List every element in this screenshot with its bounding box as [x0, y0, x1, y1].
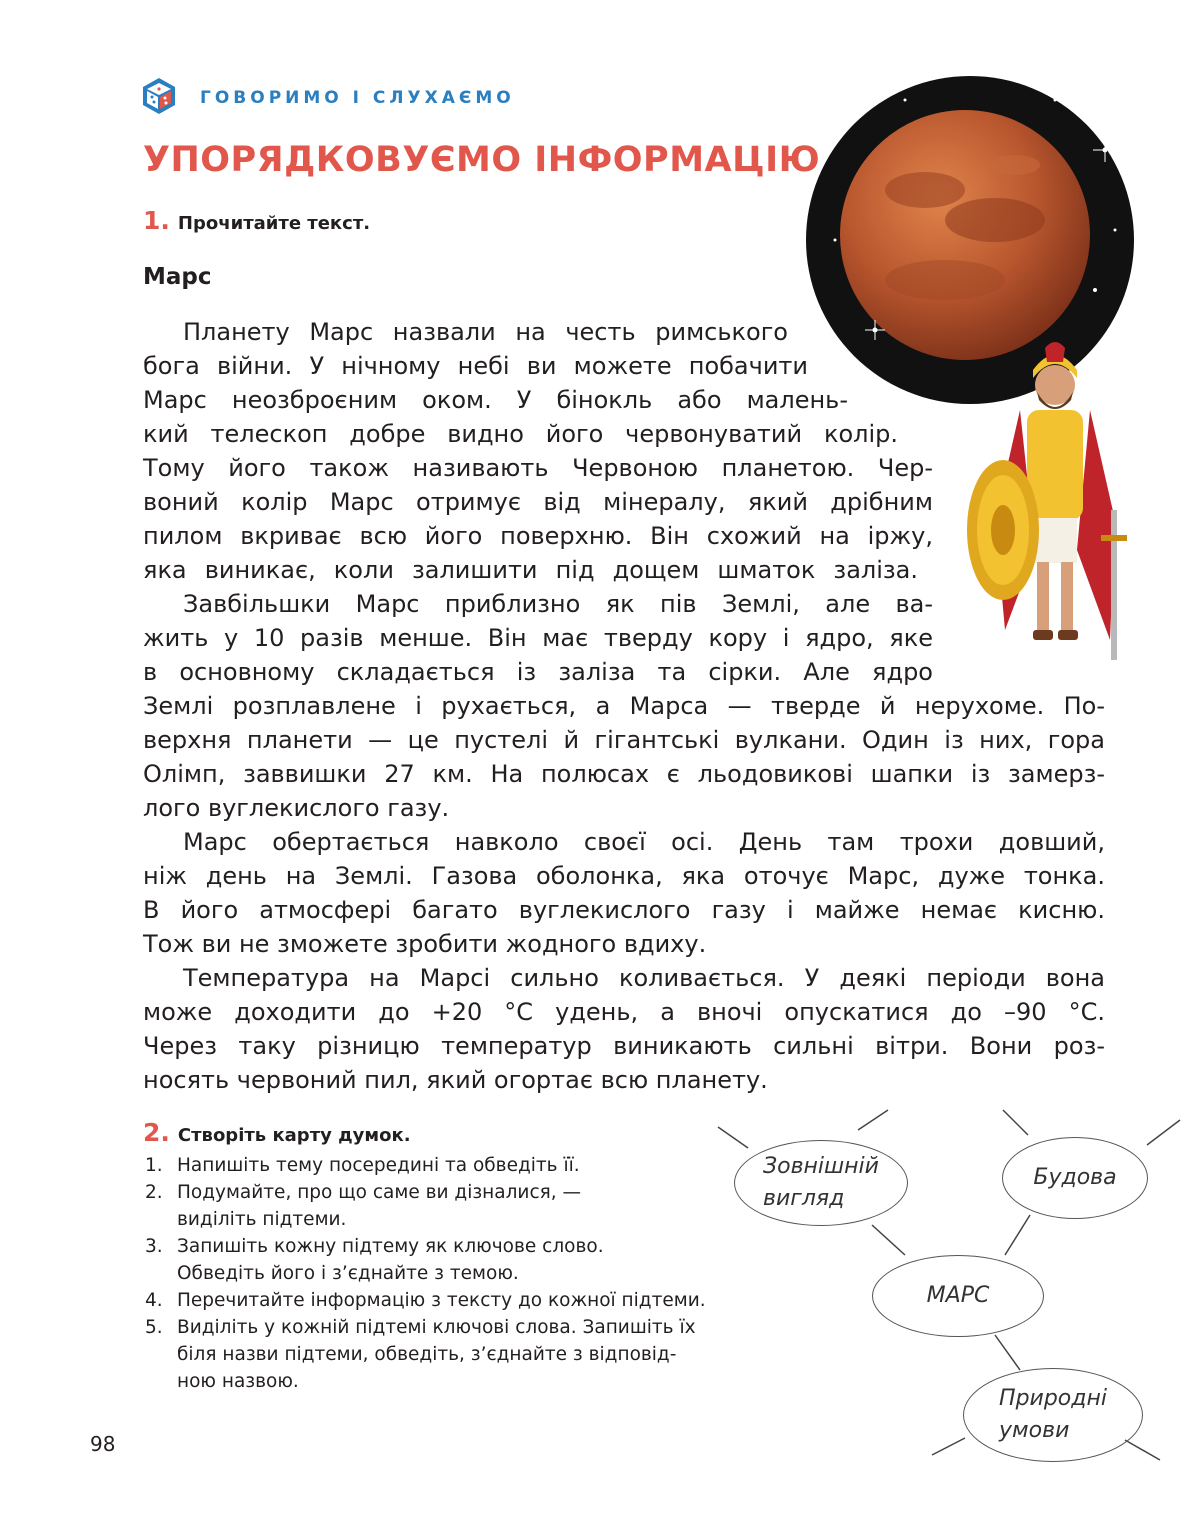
- text-line: Олімп, заввишки 27 км. На полюсах є льодовикові шапки із замерз-: [143, 760, 1105, 788]
- text-line: Землі розплавлене і рухається, а Марса — тверде й нерухоме. По-: [143, 692, 1105, 720]
- text-line: Температура на Марсі сильно коливається. У деякі періоди вона: [183, 964, 1105, 992]
- text-line: Через таку різницю температур виникають сильні вітри. Вони роз-: [143, 1032, 1105, 1060]
- text-line: пилом вкриває всю його поверхню. Він схожий на іржу,: [143, 522, 933, 550]
- step-item: 4. Перечитайте інформацію з тексту до кожної підтеми.: [145, 1290, 706, 1311]
- step-item: 1. Напишіть тему посередині та обведіть її.: [145, 1155, 580, 1176]
- step-item: виділіть підтеми.: [177, 1209, 347, 1230]
- text-line: Тож ви не зможете зробити жодного вдиху.: [143, 930, 707, 958]
- text-line: носять червоний пил, який огортає всю планету.: [143, 1066, 768, 1094]
- text-line: яка виникає, коли залишити під дощем шматок заліза.: [143, 556, 918, 584]
- text-line: Тому його також називають Червоною планетою. Чер-: [143, 454, 933, 482]
- mindmap-center-bubble: [872, 1255, 1044, 1337]
- text-line: бога війни. У нічному небі ви можете побачити: [143, 352, 808, 380]
- mindmap-conditions-label: умови: [999, 1418, 1070, 1443]
- text-line: ніж день на Землі. Газова оболонка, яка оточує Марс, дуже тонка.: [143, 862, 1105, 890]
- mindmap-appearance-label: Зовнішній: [763, 1154, 879, 1179]
- step-item: Обведіть його і з’єднайте з темою.: [177, 1263, 519, 1284]
- text-line: Планету Марс назвали на честь римського: [183, 318, 788, 346]
- text-line: жить у 10 разів менше. Він має тверду кору і ядро, яке: [143, 624, 933, 652]
- page-number: 98: [90, 1432, 116, 1456]
- step-item: ною назвою.: [177, 1371, 299, 1392]
- step-item: 2. Подумайте, про що саме ви дізналися, —: [145, 1182, 582, 1203]
- text-line: воний колір Марс отримує від мінералу, який дрібним: [143, 488, 933, 516]
- step-item: біля назви підтеми, обведіть, з’єднайте з відповід-: [177, 1344, 677, 1365]
- mindmap-center-label: МАРС: [926, 1283, 990, 1308]
- task-2-instruction: Створіть карту думок.: [177, 1125, 411, 1146]
- text-line: кий телескоп добре видно його червонуватий колір.: [143, 420, 898, 448]
- section-label: ГОВОРИМО І СЛУХАЄМО: [200, 88, 515, 108]
- step-item: 3. Запишіть кожну підтему як ключове слово.: [145, 1236, 604, 1257]
- text-line: В його атмосфері багато вуглекислого газу і майже немає кисню.: [143, 896, 1105, 924]
- task-1-number: 1.: [143, 206, 170, 235]
- text-line: Марс неозброєним оком. У бінокль або малень-: [143, 386, 848, 414]
- mindmap-structure-label: Будова: [1033, 1165, 1117, 1190]
- mindmap-conditions-label: Природні: [999, 1386, 1107, 1411]
- mindmap-conditions-bubble: [963, 1368, 1143, 1462]
- text-line: Завбільшки Марс приблизно як пів Землі, але ва-: [183, 590, 933, 618]
- text-line: Марс обертається навколо своєї осі. День там трохи довший,: [183, 828, 1105, 856]
- mindmap-structure-bubble: [1002, 1137, 1148, 1219]
- step-item: 5. Виділіть у кожній підтемі ключові слова. Запишіть їх: [145, 1317, 696, 1338]
- text-line: може доходити до +20 °С удень, а вночі опускатися до –90 °С.: [143, 998, 1105, 1026]
- mindmap-appearance-label: вигляд: [763, 1186, 845, 1211]
- task-2-number: 2.: [143, 1118, 170, 1147]
- text-line: верхня планети — це пустелі й гігантські вулкани. Один із них, гора: [143, 726, 1105, 754]
- mindmap-appearance-bubble: [734, 1140, 908, 1226]
- text-title: Марс: [143, 264, 212, 290]
- task-1-instruction: Прочитайте текст.: [177, 213, 371, 234]
- text-line: лого вуглекислого газу.: [143, 794, 450, 822]
- text-line: в основному складається із заліза та сірки. Але ядро: [143, 658, 933, 686]
- page-title: УПОРЯДКОВУЄМО ІНФОРМАЦІЮ: [143, 140, 821, 180]
